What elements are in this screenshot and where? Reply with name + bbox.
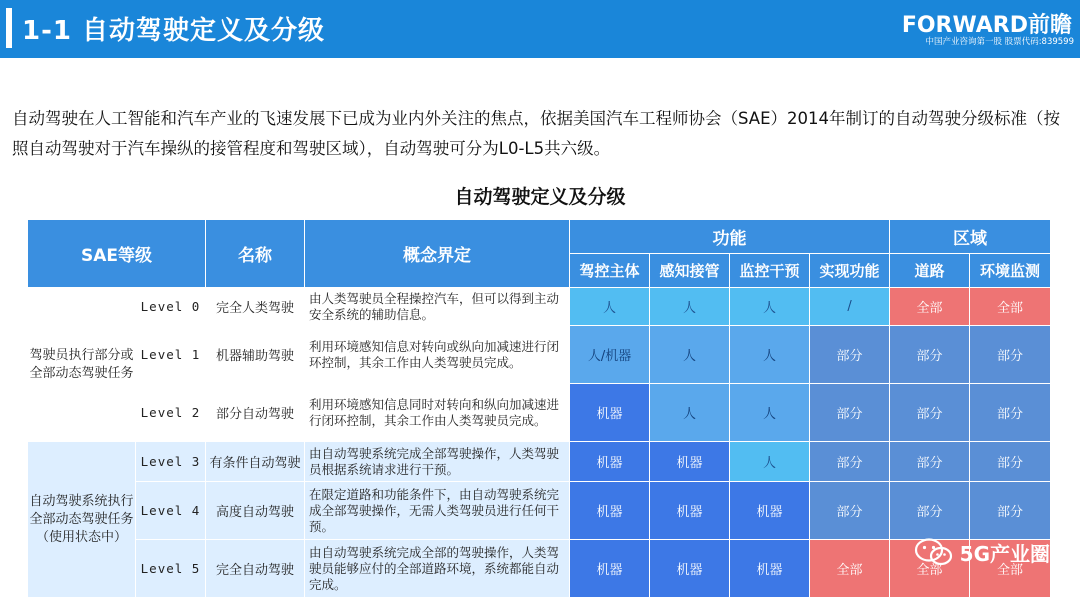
cell-env: 部分 xyxy=(970,442,1051,482)
header-perception: 感知接管 xyxy=(650,254,730,288)
cell-perception: 机器 xyxy=(650,482,730,540)
level-definition: 由自动驾驶系统完成全部驾驶操作，人类驾驶员根据系统请求进行干预。 xyxy=(305,442,570,482)
cell-realization: 部分 xyxy=(810,384,890,442)
level-name: 高度自动驾驶 xyxy=(206,482,305,540)
cell-control: 人/机器 xyxy=(570,326,650,384)
cell-perception: 人 xyxy=(650,288,730,326)
cell-monitor: 人 xyxy=(730,326,810,384)
level-label: Level 5 xyxy=(136,540,206,598)
cell-realization: 部分 xyxy=(810,326,890,384)
cell-realization: 部分 xyxy=(810,442,890,482)
cell-monitor: 机器 xyxy=(730,540,810,598)
level-name: 有条件自动驾驶 xyxy=(206,442,305,482)
level-label: Level 2 xyxy=(136,384,206,442)
cell-perception: 人 xyxy=(650,326,730,384)
table-row xyxy=(28,442,1051,482)
header-domain: 区域 xyxy=(890,220,1051,254)
level-name: 部分自动驾驶 xyxy=(206,384,305,442)
cell-monitor: 人 xyxy=(730,442,810,482)
level-definition: 由自动驾驶系统完成全部的驾驶操作，人类驾驶员能够应付的全部道路环境，系统都能自动完成。 xyxy=(305,540,570,598)
cell-perception: 机器 xyxy=(650,540,730,598)
cell-realization: 部分 xyxy=(810,482,890,540)
cell-perception: 人 xyxy=(650,384,730,442)
cell-monitor: 人 xyxy=(730,384,810,442)
cell-road: 全部 xyxy=(890,288,970,326)
header-name: 名称 xyxy=(206,220,305,288)
brand-logo: FORWARD前瞻 xyxy=(901,13,1072,38)
level-definition: 利用环境感知信息同时对转向和纵向加减速进行闭环控制，其余工作由人类驾驶员完成。 xyxy=(305,384,570,442)
wechat-icon xyxy=(914,537,954,567)
cell-control: 机器 xyxy=(570,540,650,598)
cell-monitor: 机器 xyxy=(730,482,810,540)
level-definition: 利用环境感知信息对转向或纵向加减速进行闭环控制，其余工作由人类驾驶员完成。 xyxy=(305,326,570,384)
cell-road: 部分 xyxy=(890,384,970,442)
table-title: 自动驾驶定义及分级 xyxy=(454,186,626,208)
table-row xyxy=(28,288,1051,326)
header-monitor: 监控干预 xyxy=(730,254,810,288)
cell-control: 机器 xyxy=(570,482,650,540)
table-row xyxy=(28,482,1051,540)
brand-tagline: 中国产业咨询第一股 股票代码:839599 xyxy=(925,37,1074,47)
cell-monitor: 人 xyxy=(730,288,810,326)
level-label: Level 3 xyxy=(136,442,206,482)
group-label: 驾驶员执行部分或全部动态驾驶任务 xyxy=(28,288,136,442)
level-definition: 在限定道路和功能条件下，由自动驾驶系统完成全部驾驶操作，无需人类驾驶员进行任何干预。 xyxy=(305,482,570,540)
header-definition: 概念界定 xyxy=(305,220,570,288)
level-name: 机器辅助驾驶 xyxy=(206,326,305,384)
cell-road: 部分 xyxy=(890,326,970,384)
cell-env: 全部 xyxy=(970,540,1051,598)
group-label: 自动驾驶系统执行全部动态驾驶任务（使用状态中） xyxy=(28,442,136,598)
table-row xyxy=(28,540,1051,598)
level-name: 完全自动驾驶 xyxy=(206,540,305,598)
cell-realization: / xyxy=(810,288,890,326)
level-label: Level 4 xyxy=(136,482,206,540)
table-row xyxy=(28,384,1051,442)
cell-env: 全部 xyxy=(970,288,1051,326)
level-name: 完全人类驾驶 xyxy=(206,288,305,326)
cell-env: 部分 xyxy=(970,482,1051,540)
header-control: 驾控主体 xyxy=(570,254,650,288)
table-row xyxy=(28,326,1051,384)
watermark-label: 5G产业圈 xyxy=(959,541,1050,566)
cell-control: 机器 xyxy=(570,442,650,482)
header-bar xyxy=(0,0,1080,58)
header-env: 环境监测 xyxy=(970,254,1051,288)
cell-env: 部分 xyxy=(970,384,1051,442)
level-label: Level 0 xyxy=(136,288,206,326)
cell-road: 部分 xyxy=(890,482,970,540)
level-label: Level 1 xyxy=(136,326,206,384)
cell-control: 机器 xyxy=(570,384,650,442)
cell-realization: 全部 xyxy=(810,540,890,598)
header-accent xyxy=(6,8,12,48)
levels-table xyxy=(27,219,1051,598)
page-title: 1-1 自动驾驶定义及分级 xyxy=(22,16,326,46)
header-function: 功能 xyxy=(570,220,890,254)
cell-env: 部分 xyxy=(970,326,1051,384)
header-sae: SAE等级 xyxy=(28,220,206,288)
header-road: 道路 xyxy=(890,254,970,288)
level-definition: 由人类驾驶员全程操控汽车，但可以得到主动安全系统的辅助信息。 xyxy=(305,288,570,326)
cell-perception: 机器 xyxy=(650,442,730,482)
header-realization: 实现功能 xyxy=(810,254,890,288)
cell-control: 人 xyxy=(570,288,650,326)
intro-paragraph: 自动驾驶在人工智能和汽车产业的飞速发展下已成为业内外关注的焦点，依据美国汽车工程师协会（SAE）2014年制订的自动驾驶分级标准（按照自动驾驶对于汽车操纵的接管程度和驾驶区域），自动驾驶可分为L0-L5共六级。 xyxy=(12,109,1060,158)
cell-road: 部分 xyxy=(890,442,970,482)
watermark-badge xyxy=(914,537,1050,567)
cell-road: 全部 xyxy=(890,540,970,598)
